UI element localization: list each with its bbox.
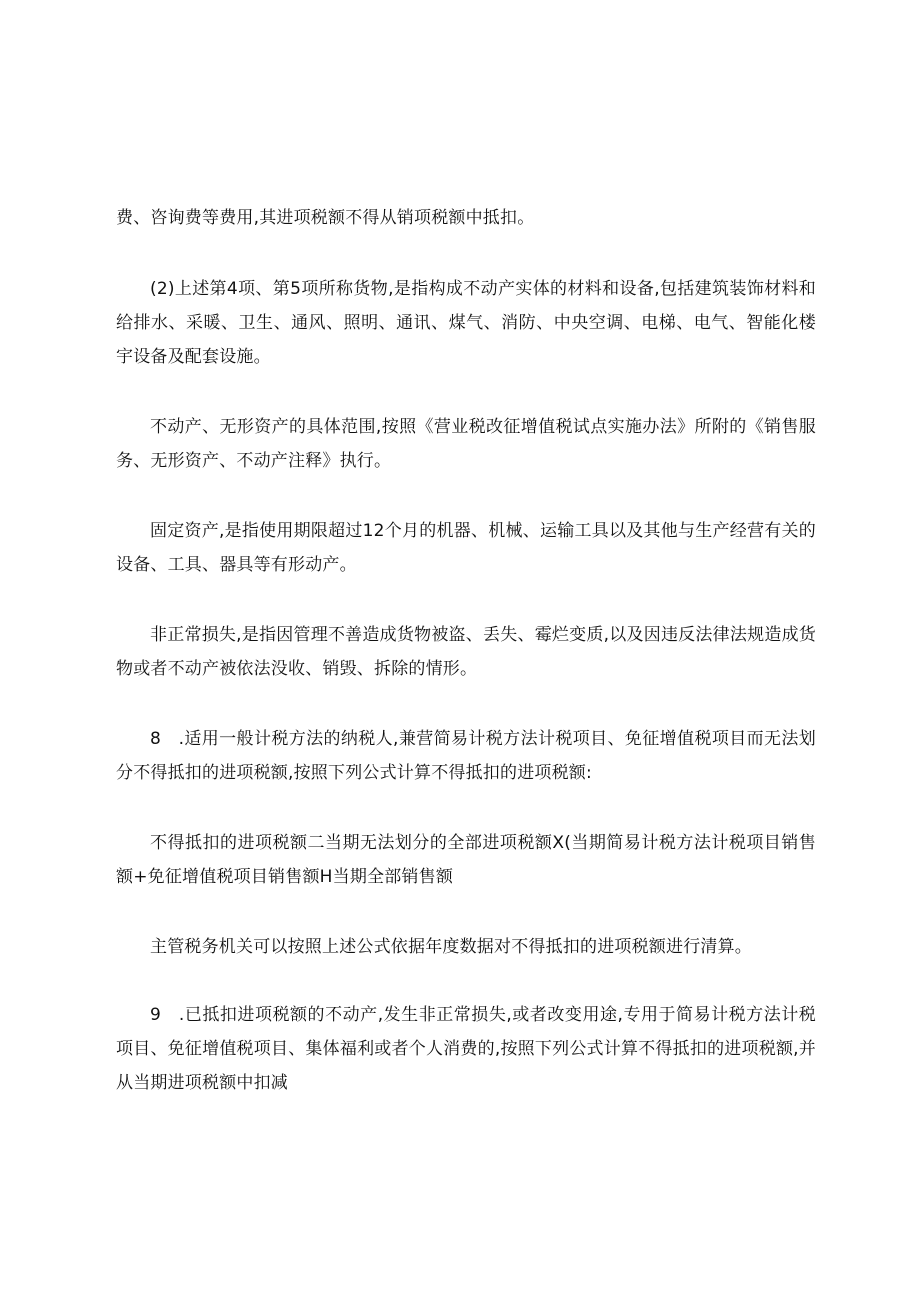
paragraph-item-9: 9 .已抵扣进项税额的不动产,发生非正常损失,或者改变用途,专用于简易计税方法计税项目、免征增值税项目、集体福利或者个人消费的,按照下列公式计算不得抵扣的进项税额,并从当期进项税额中扣减 — [116, 1005, 816, 1093]
paragraph-continuation: 费、咨询费等费用,其进项税额不得从销项税额中抵扣。 — [116, 208, 535, 228]
paragraph-goods-definition: (2)上述第4项、第5项所称货物,是指构成不动产实体的材料和设备,包括建筑装饰材料和给排水、采暖、卫生、通风、照明、通讯、煤气、消防、中央空调、电梯、电气、智能化楼宇设备及配套设施。 — [116, 279, 816, 367]
paragraph-settlement: 主管税务机关可以按照上述公式依据年度数据对不得抵扣的进项税额进行清算。 — [150, 937, 752, 957]
paragraph-abnormal-loss: 非正常损失,是指因管理不善造成货物被盗、丢失、霉烂变质,以及因违反法律法规造成货物或者不动产被依法没收、销毁、拆除的情形。 — [116, 625, 816, 679]
paragraph-item-8: 8 .适用一般计税方法的纳税人,兼营简易计税方法计税项目、免征增值税项目而无法划分不得抵扣的进项税额,按照下列公式计算不得抵扣的进项税额: — [116, 729, 816, 783]
paragraph-intangible-scope: 不动产、无形资产的具体范围,按照《营业税改征增值税试点实施办法》所附的《销售服务、无形资产、不动产注释》执行。 — [116, 417, 816, 471]
paragraph-fixed-assets: 固定资产,是指使用期限超过12个月的机器、机械、运输工具以及其他与生产经营有关的设备、工具、器具等有形动产。 — [116, 521, 816, 575]
paragraph-formula: 不得抵扣的进项税额二当期无法划分的全部进项税额X(当期简易计税方法计税项目销售额+免征增值税项目销售额H当期全部销售额 — [116, 833, 816, 887]
